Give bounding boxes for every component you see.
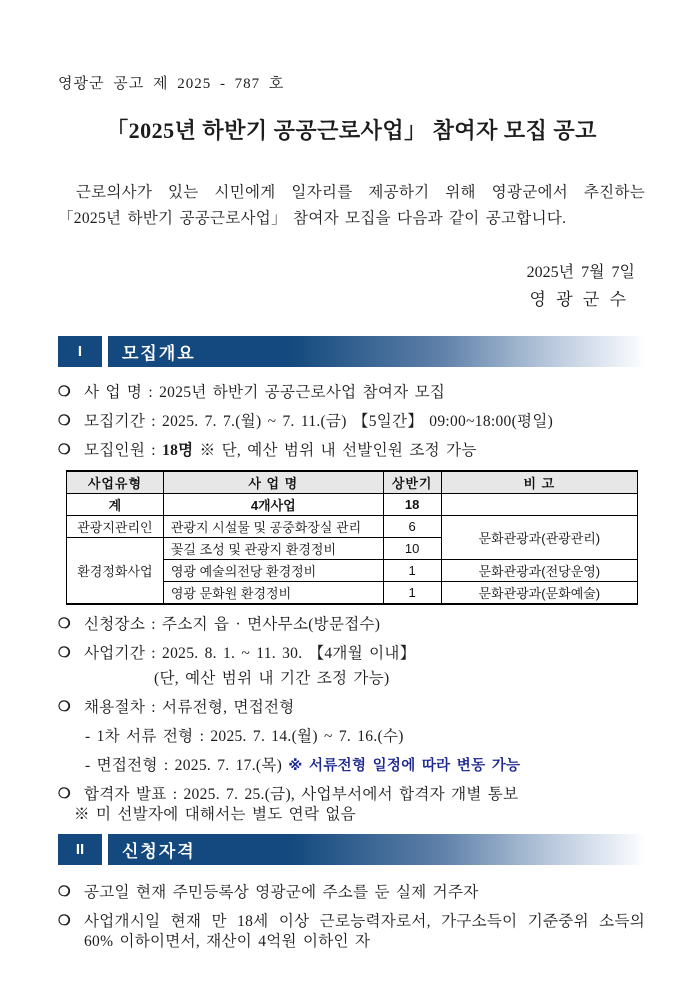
col-header-name: 사 업 명 <box>163 471 383 494</box>
bullet-process <box>58 698 645 718</box>
section-qualification-title: 신청자격 <box>108 834 645 865</box>
process-step2-text: - 면접전형 : 2025. 7. 17.(목) <box>85 757 289 774</box>
business-name-text: 사 업 명 : 2025년 하반기 공공근로사업 참여자 모집 <box>84 384 446 401</box>
section-qualification-header <box>58 834 645 865</box>
bullet-icon: ❍ <box>58 700 71 715</box>
work-period-text: 사업기간 : 2025. 8. 1. ~ 11. 30. 【4개월 이내】 <box>84 645 416 662</box>
overview-bullet-list <box>58 383 645 461</box>
doc-number: 영광군 공고 제 2025 - 787 호 <box>58 76 285 92</box>
table-cell-type: 환경정화사업 <box>67 538 164 605</box>
qualification-2-text: 사업개시일 현재 만 18세 이상 근로능력자로서, 가구소득이 기준중위 소득의 60% 이하이면서, 재산이 4억원 이하인 자 <box>84 913 645 950</box>
headcount-label: 모집인원 : <box>84 442 163 459</box>
bullet-work-period <box>58 644 645 664</box>
col-header-type: 사업유형 <box>67 471 164 494</box>
table-cell-name: 영광 예술의전당 환경정비 <box>163 560 383 582</box>
bullet-icon: ❍ <box>58 443 71 458</box>
table-cell-count: 6 <box>383 516 441 538</box>
program-table <box>66 470 638 605</box>
bullet-icon: ❍ <box>58 385 71 400</box>
bullet-icon: ❍ <box>58 914 71 929</box>
bullet-apply-place <box>58 615 645 635</box>
process-step2 <box>85 756 645 776</box>
col-header-note: 비 고 <box>441 471 637 494</box>
table-cell-count: 10 <box>383 538 441 560</box>
table-cell-name: 영광 문화원 환경정비 <box>163 582 383 605</box>
table-cell-count: 1 <box>383 582 441 605</box>
page-title: 「2025년 하반기 공공근로사업」 참여자 모집 공고 <box>106 118 597 143</box>
headcount-value: 18명 <box>162 442 194 459</box>
col-header-count: 상반기 <box>383 471 441 494</box>
table-cell-name: 관광지 시설물 및 공중화장실 관리 <box>163 516 383 538</box>
announcement-date: 2025년 7월 7일 <box>526 264 635 281</box>
table-cell-name: 꽃길 조성 및 관광지 환경정비 <box>163 538 383 560</box>
table-cell-note <box>441 494 637 516</box>
result-text: 합격자 발표 : 2025. 7. 25.(금), 사업부서에서 합격자 개별 통보 <box>84 786 519 803</box>
overview-bullet-list-2 <box>58 615 645 825</box>
bullet-headcount <box>58 441 645 461</box>
headcount-text <box>84 441 645 461</box>
qualification-1-text: 공고일 현재 주민등록상 영광군에 주소를 둔 실제 거주자 <box>84 884 479 901</box>
section-qualification-numeral: II <box>58 834 102 865</box>
bullet-icon: ❍ <box>58 646 71 661</box>
process-step2-note: ※ 서류전형 일정에 따라 변동 가능 <box>288 758 521 774</box>
headcount-note: ※ 단, 예산 범위 내 선발인원 조정 가능 <box>193 442 477 459</box>
table-cell-note: 문화관광과(관광관리) <box>441 516 637 560</box>
intro-paragraph: 근로의사가 있는 시민에게 일자리를 제공하기 위해 영광군에서 추진하는 「2025년 하반기 공공근로사업」 참여자 모집을 다음과 같이 공고합니다. <box>58 184 645 227</box>
section-overview-title: 모집개요 <box>108 336 645 367</box>
table-cell-name: 4개사업 <box>163 494 383 516</box>
table-cell-note: 문화관광과(문화예술) <box>441 582 637 605</box>
bullet-business-name <box>58 383 645 403</box>
bullet-icon: ❍ <box>58 414 71 429</box>
result-note: ※ 미 선발자에 대해서는 별도 연락 없음 <box>74 806 356 823</box>
signer: 영 광 군 수 <box>529 290 629 309</box>
table-cell-type: 관광지관리인 <box>67 516 164 538</box>
table-row-total <box>67 494 638 516</box>
work-period-note: (단, 예산 범위 내 기간 조정 가능) <box>154 670 390 687</box>
process-step1: - 1차 서류 전형 : 2025. 7. 14.(월) ~ 7. 16.(수) <box>85 728 404 745</box>
recruit-period-text: 모집기간 : 2025. 7. 7.(월) ~ 7. 11.(금) 【5일간】 09:00~18:00(평일) <box>84 413 554 430</box>
apply-place-text: 신청장소 : 주소지 읍 · 면사무소(방문접수) <box>84 616 381 633</box>
bullet-icon: ❍ <box>58 885 71 900</box>
table-cell-count: 18 <box>383 494 441 516</box>
bullet-icon: ❍ <box>58 617 71 632</box>
bullet-qualification-1 <box>58 883 645 903</box>
process-text: 채용절차 : 서류전형, 면접전형 <box>84 699 295 716</box>
section-overview-header <box>58 336 645 367</box>
table-cell-count: 1 <box>383 560 441 582</box>
bullet-qualification-2 <box>58 912 645 952</box>
table-header-row <box>67 471 638 494</box>
section-overview-numeral: I <box>58 336 102 367</box>
bullet-icon: ❍ <box>58 787 71 802</box>
bullet-result <box>58 785 645 805</box>
table-row <box>67 516 638 538</box>
bullet-recruit-period <box>58 412 645 432</box>
table-cell-type: 계 <box>67 494 164 516</box>
table-cell-note: 문화관광과(전당운영) <box>441 560 637 582</box>
qualification-bullet-list <box>58 883 645 952</box>
